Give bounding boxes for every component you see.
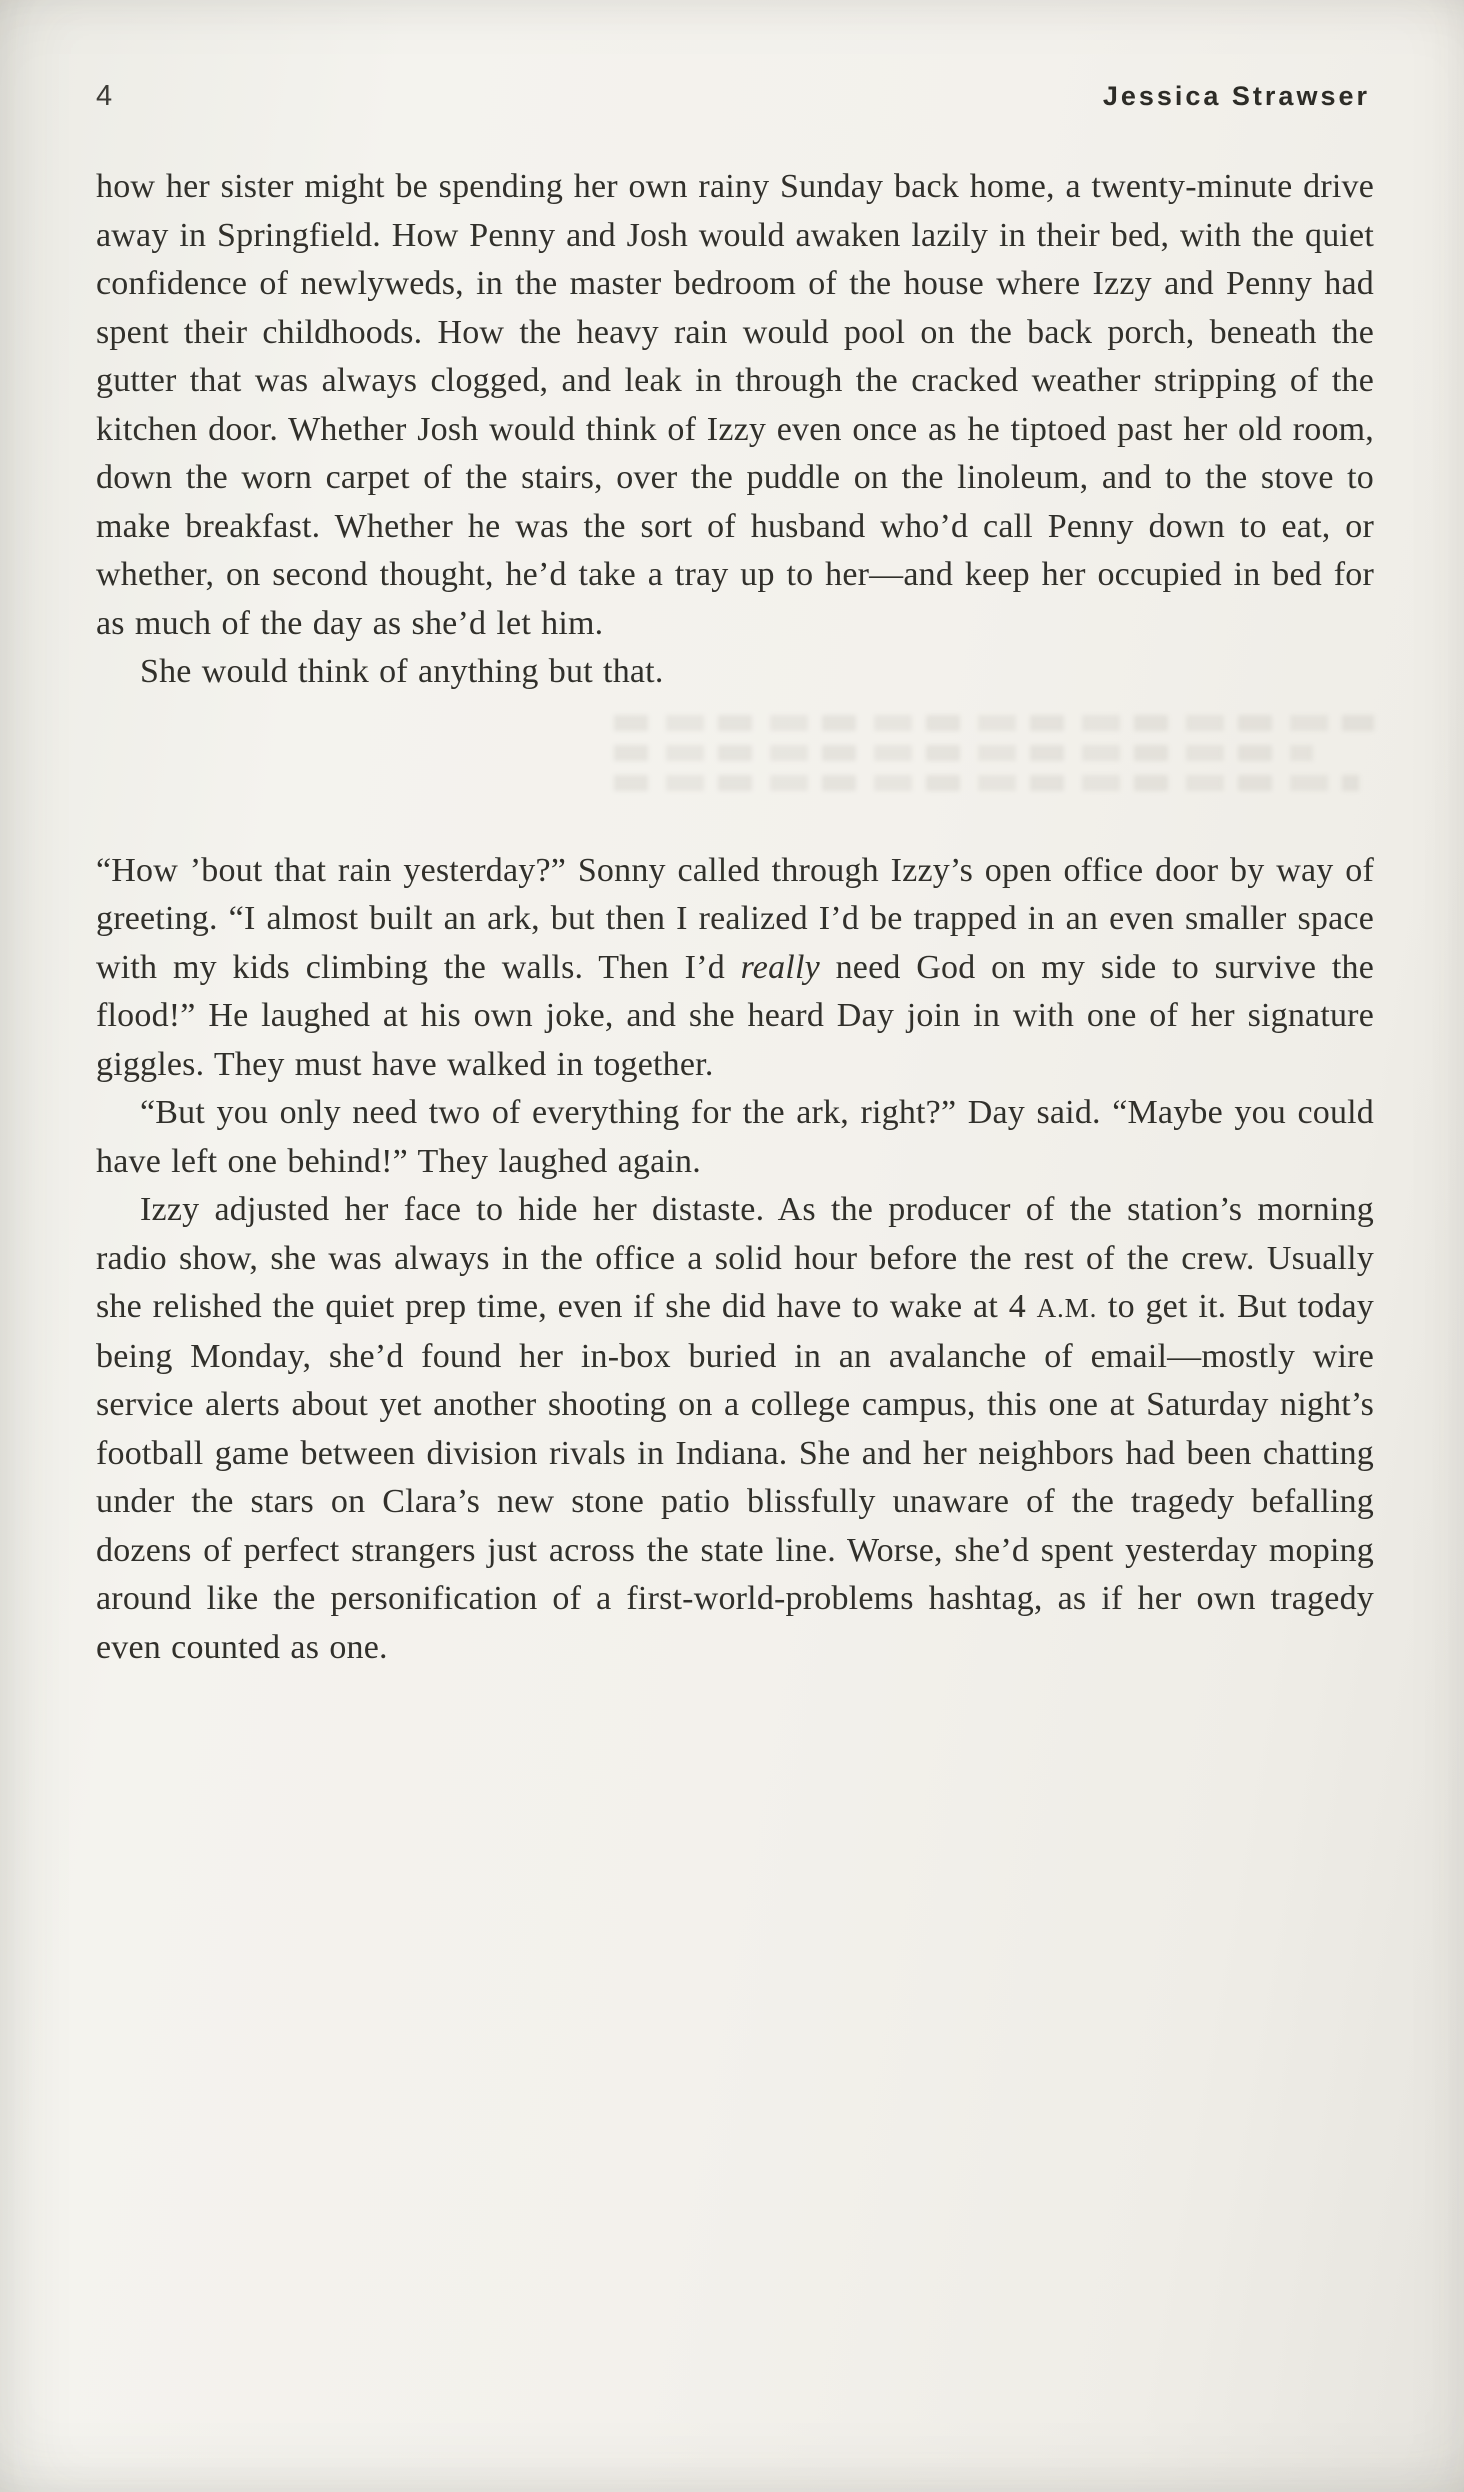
paragraph-1: how her sister might be spending her own rainy Sunday back home, a twenty-minute drive away in Springfield. How Penny and Josh would awaken lazily in their bed, with the quiet confidence of newlyweds, in the master bedroom of the house where Izzy and Penny had spent their childhoods. How the heavy rain would pool on the back porch, beneath the gutter that was always clogged, and leak in through the cracked weather stripping of the kitchen door. Whether Josh would think of Izzy even once as he tiptoed past her old room, down the worn carpet of the stairs, over the puddle on the linoleum, and to the stove to make breakfast. Whether he was the sort of husband who’d call Penny down to eat, or whether, on second thought, he’d take a tray up to her—and keep her occupied in bed for as much of the day as she’d let him. [96,168,1374,642]
paragraph-5-smallcaps-am: A.M. [1036,1293,1098,1323]
page-number: 4 [96,80,114,112]
paragraph-3-italic-word: really [740,948,820,986]
body-text [0,113,1464,1672]
paragraph-2: She would think of anything but that. [140,653,664,690]
section-break [96,697,1374,847]
author-name: Jessica Strawser [1102,81,1370,111]
paragraph-4: “But you only need two of everything for the ark, right?” Day said. “Maybe you could have left one behind!” They laughed again. [96,1094,1374,1180]
page-showthrough-decoration [614,715,1374,835]
paragraph-3-text-end: need God on my side to survive the flood!” He laughed at his own joke, and she heard Day join in with one of her signature giggles. They must have walked in together. [96,948,1375,1083]
paragraph-3 [96,847,1374,1090]
paragraph-5-text-start: Izzy adjusted her face to hide her distaste. As the producer of the station’s morning radio show, she was always in the office a solid hour before the rest of the crew. Usually she relished the quiet prep time, even if she did have to wake at 4 [96,1191,1374,1325]
paragraph-5 [96,1186,1374,1672]
running-head [0,0,1464,113]
paragraph-3-text-start: “How ’bout that rain yesterday?” Sonny called through Izzy’s open office door by way of greeting. “I almost built an ark, but then I realized I’d be trapped in an even smaller space with my kids climbing the walls. Then I’d [96,851,1374,986]
paragraph-5-text-end: to get it. But today being Monday, she’d found her in-box buried in an avalanche of email—mostly wire service alerts about yet another shooting on a college campus, this one at Saturday night’s football game between division rivals in Indiana. She and her neighbors had been chatting under the stars on Clara’s new stone patio blissfully unaware of the tragedy befalling dozens of perfect strangers just across the state line. Worse, she’d spent yesterday moping around like the personification of a first-world-problems hashtag, as if her own tragedy even counted as one. [96,1288,1374,1666]
